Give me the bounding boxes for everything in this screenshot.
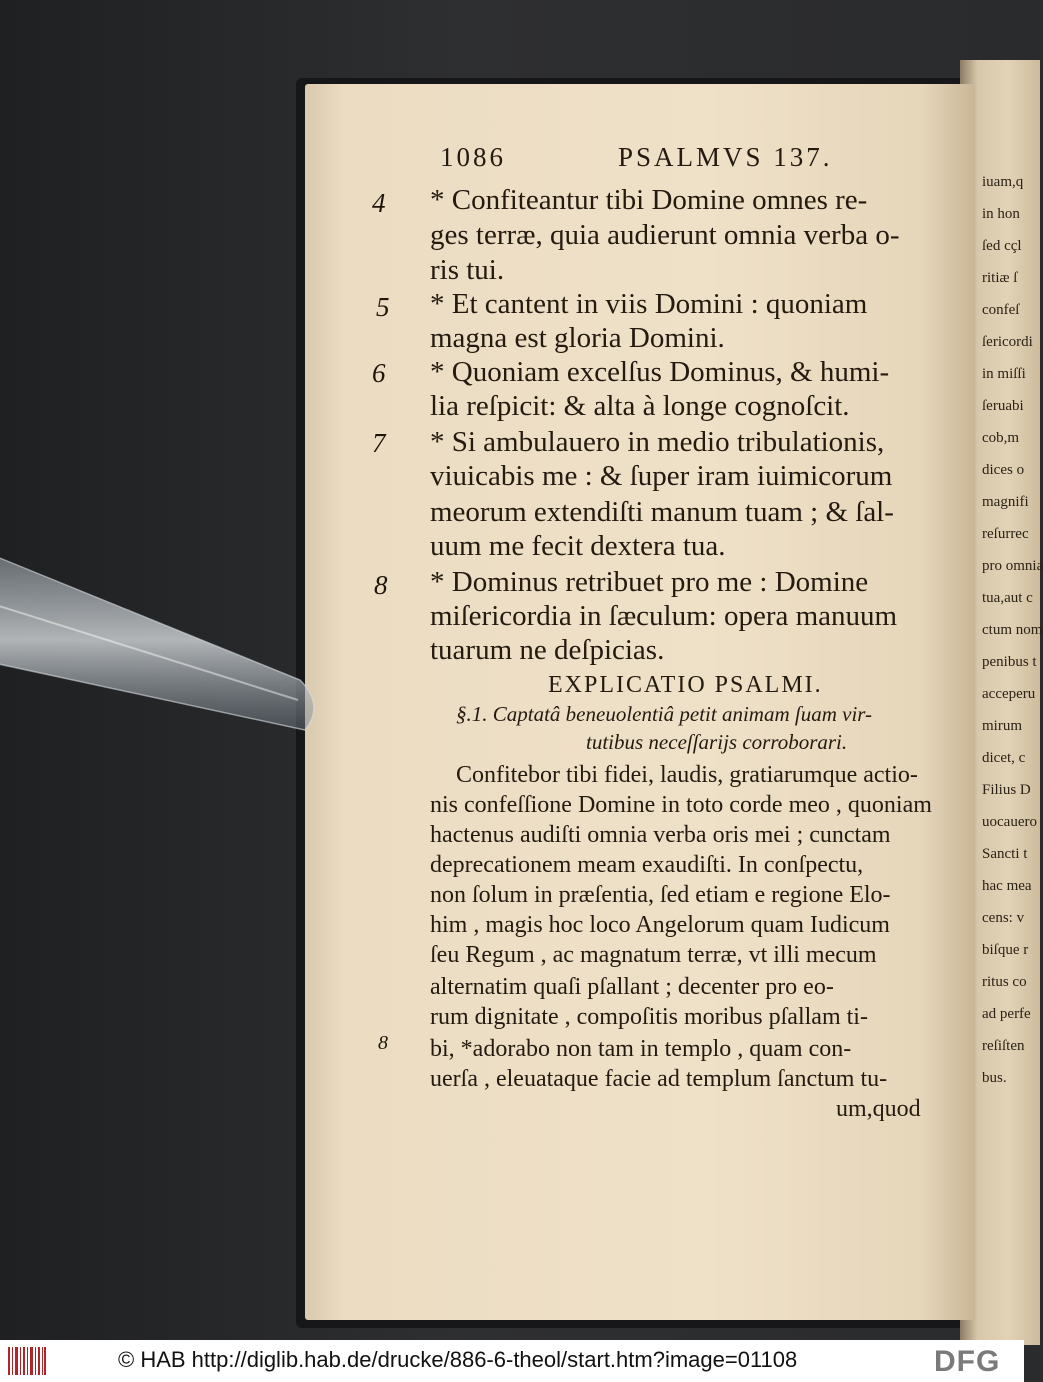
next-page-fragment: confeſ xyxy=(982,302,1020,318)
next-page-fragment: cens: v xyxy=(982,910,1025,926)
next-page-fragment: reſurrec xyxy=(982,526,1029,542)
commentary-line: him , magis hoc loco Angelorum quam Iudicum xyxy=(430,912,890,938)
summary-line: §.1. Captatâ beneuolentiâ petit animam ſuam vir- xyxy=(456,702,873,726)
next-page-fragment: iuam,q xyxy=(982,174,1024,190)
verse-number: 4 xyxy=(372,188,386,218)
next-page-fragment: ctum nom xyxy=(982,622,1043,638)
psalm-line: meorum extendiſti manum tuam ; & ſal- xyxy=(430,496,894,528)
psalm-line: * Confiteantur tibi Domine omnes re- xyxy=(430,184,868,216)
next-page-fragment: uocauero xyxy=(982,814,1037,830)
next-page-fragment: reſiſten xyxy=(982,1038,1025,1054)
psalm-line: miſericordia in ſæculum: opera manuum xyxy=(430,600,898,632)
next-page-fragment: ritus co xyxy=(982,974,1027,990)
next-page-fragment: ſed cçl xyxy=(982,238,1022,254)
psalm-line: tuarum ne deſpicias. xyxy=(430,634,665,666)
commentary-line: non ſolum in præſentia, ſed etiam e regione Elo- xyxy=(430,882,891,908)
running-title: PSALMVS 137. xyxy=(618,142,833,172)
commentary-line: hactenus audiſti omnia verba oris mei ; cunctam xyxy=(430,822,891,848)
next-page-fragment: Sancti t xyxy=(982,846,1028,862)
commentary-line: deprecationem meam exaudiſti. In conſpectu, xyxy=(430,852,864,878)
dfg-logo: DFG xyxy=(934,1345,1001,1378)
psalm-line: ris tui. xyxy=(430,254,505,286)
psalm-line: viuicabis me : & ſuper iram iuimicorum xyxy=(430,460,893,492)
next-page-fragment: ritiæ ſ xyxy=(982,270,1018,286)
psalm-line: lia reſpicit: & alta à longe cognoſcit. xyxy=(430,390,850,422)
next-page-fragment: pro omnia xyxy=(982,558,1043,574)
psalm-line: * Dominus retribuet pro me : Domine xyxy=(430,566,869,598)
psalm-line: uum me fecit dextera tua. xyxy=(430,530,726,562)
next-page-fragment: cob,m xyxy=(982,430,1020,446)
next-page-fragment: ſeruabi xyxy=(982,398,1024,414)
commentary-line: uerſa , eleuataque facie ad templum ſanctum tu- xyxy=(430,1066,888,1092)
page-number: 1086 xyxy=(440,142,506,172)
next-page-fragment: bus. xyxy=(982,1070,1007,1086)
commentary-line: um,quod xyxy=(836,1096,921,1122)
hab-barcode-icon xyxy=(8,1347,46,1375)
glass-pointer-icon xyxy=(0,530,340,760)
next-page-fragment: magnifi xyxy=(982,494,1029,510)
psalm-line: * Et cantent in viis Domini : quoniam xyxy=(430,288,868,320)
verse-number: 8 xyxy=(374,570,388,600)
verse-number: 7 xyxy=(372,428,386,458)
psalm-line: * Quoniam excelſus Dominus, & humi- xyxy=(430,356,890,388)
next-page-fragment: acceperu xyxy=(982,686,1036,702)
next-page-fragment: mirum xyxy=(982,718,1022,734)
next-page-fragment: dicet, c xyxy=(982,750,1026,766)
summary-line: tutibus neceſſarijs corroborari. xyxy=(586,730,848,754)
commentary-line: alternatim quaſi pſallant ; decenter pro eo- xyxy=(430,974,834,1000)
psalm-line: * Si ambulauero in medio tribulationis, xyxy=(430,426,885,458)
psalm-line: magna est gloria Domini. xyxy=(430,322,725,354)
commentary-line: bi, *adorabo non tam in templo , quam con- xyxy=(430,1036,852,1062)
footer-bar xyxy=(0,1340,1024,1382)
next-page-fragment: dices o xyxy=(982,462,1025,478)
next-page-fragment: biſque r xyxy=(982,942,1029,958)
next-page-fragment: hac mea xyxy=(982,878,1032,894)
psalm-line: ges terræ, quia audierunt omnia verba o- xyxy=(430,219,900,251)
next-page-fragment: tua,aut c xyxy=(982,590,1033,606)
commentary-line: nis confeſſione Domine in toto corde meo , quoniam xyxy=(430,792,932,818)
next-page-fragment: in miſſi xyxy=(982,366,1026,382)
commentary-line: rum dignitate , compoſitis moribus pſallam ti- xyxy=(430,1004,868,1030)
next-page-fragment: in hon xyxy=(982,206,1020,222)
next-page-fragment: penibus t xyxy=(982,654,1037,670)
verse-number: 5 xyxy=(376,292,390,322)
verse-number: 6 xyxy=(372,358,386,388)
next-page-fragment: ad perfe xyxy=(982,1006,1031,1022)
copyright-url[interactable]: © HAB http://diglib.hab.de/drucke/886-6-theol/start.htm?image=01108 xyxy=(118,1347,798,1372)
next-page-fragment: Filius D xyxy=(982,782,1031,798)
next-page-fragment: ſericordi xyxy=(982,334,1033,350)
commentary-line: ſeu Regum , ac magnatum terræ, vt illi mecum xyxy=(430,942,877,968)
commentary-line: Confitebor tibi fidei, laudis, gratiarumque actio- xyxy=(456,762,918,788)
section-heading: EXPLICATIO PSALMI. xyxy=(548,672,823,698)
margin-mark: 8 xyxy=(378,1032,388,1054)
